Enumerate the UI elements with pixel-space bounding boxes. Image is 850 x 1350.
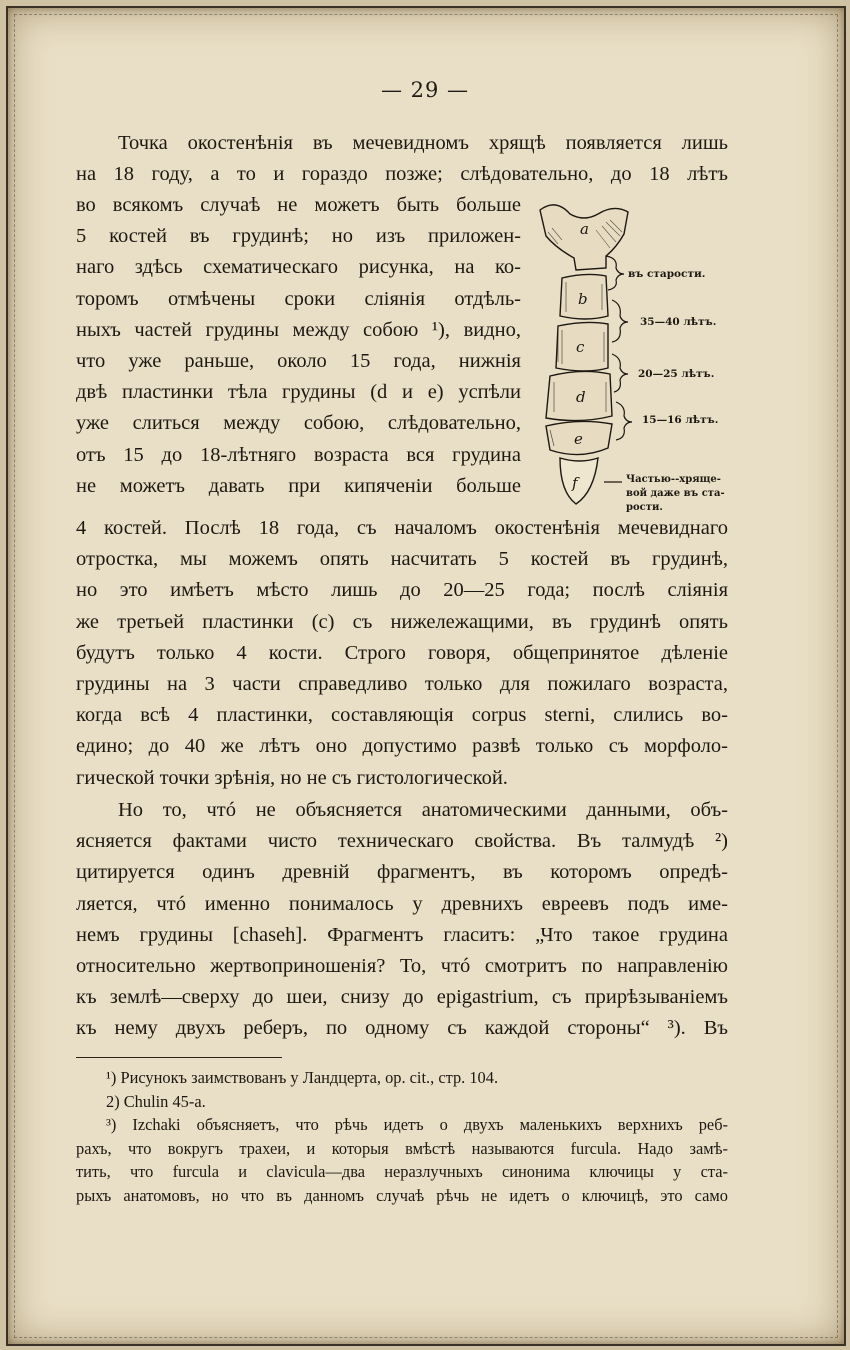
text-line: же третьей пластинки (с) съ нижележащими, въ грудинѣ опять	[76, 610, 728, 633]
figure-letter-b: b	[578, 290, 588, 308]
figure-letter-d: d	[576, 388, 586, 406]
footnote-1: ¹) Рисунокъ заимствованъ у Ландцерта, op. cit., стр. 104.	[106, 1068, 499, 1087]
brace-old-age	[606, 256, 624, 290]
text-line: отъ 15 до 18-лѣтняго возраста вся грудина	[76, 443, 521, 466]
label-partly-3: рости.	[626, 502, 663, 513]
text-line: относительно жертвоприношенія? То, чтó смотритъ по направленію	[76, 955, 728, 978]
text-line: что уже раньше, около 15 года, нижнія	[76, 350, 521, 373]
paragraph-1-wrapped	[76, 190, 521, 502]
footnote-2: 2) Chulin 45-a.	[106, 1091, 206, 1111]
paragraph-1-top	[76, 128, 728, 190]
paragraph-1-continued	[76, 513, 728, 794]
text-line: гической точки зрѣнія, но не съ гистологической.	[76, 766, 508, 789]
text-line: грудины на 3 части справедливо только для пожилаго возраста,	[76, 673, 728, 696]
text-line: на 18 году, а то и гораздо позже; слѣдовательно, до 18 лѣтъ	[76, 163, 728, 186]
text-line: торомъ отмѣчены сроки слiянія отдѣль-	[76, 287, 521, 310]
text-line: немъ грудины [chaseh]. Фрагментъ гласитъ: „Что такое грудина	[76, 923, 728, 946]
figure-letter-a: a	[580, 220, 589, 238]
brace-20-25	[612, 354, 628, 392]
text-line: 4 костей. Послѣ 18 года, съ началомъ окостенѣнія мечевиднаго	[76, 517, 728, 539]
text-line: во всякомъ случаѣ не можетъ быть больше	[76, 194, 521, 216]
text-line: ляется, чтó именно понималось у древнихъ евреевъ подъ име-	[76, 892, 728, 915]
text-line: цитируется одинъ древній фрагментъ, въ которомъ опредѣ-	[76, 861, 728, 884]
sternum-diagram	[536, 192, 746, 522]
brace-15-16	[616, 402, 632, 440]
figure-letter-f: f	[572, 474, 578, 492]
text-line: едино; до 40 же лѣтъ оно допустимо развѣ только съ морфоло-	[76, 735, 728, 758]
text-line: Но то, чтó не объясняется анатомическими данными, объ-	[118, 799, 728, 821]
paragraph-2	[76, 795, 728, 1045]
footnotes	[76, 1066, 728, 1208]
text-line: къ землѣ—сверху до шеи, снизу до epigastrium, съ прирѣзываніемъ	[76, 986, 728, 1009]
brace-35-40	[612, 300, 628, 342]
label-partly-1: Частью--хряще-	[626, 474, 721, 485]
label-20-25: 20—25 лѣтъ.	[638, 368, 715, 380]
label-35-40: 35—40 лѣтъ.	[640, 316, 717, 328]
label-15-16: 15—16 лѣтъ.	[642, 414, 719, 426]
label-partly-2: вой даже въ ста-	[626, 488, 725, 499]
label-old-age: въ старости.	[628, 268, 706, 280]
text-line: наго здѣсь схематическаго рисунка, на ко-	[76, 256, 521, 279]
footnote-3-line: рыхъ анатомовъ, но что въ данномъ случаѣ рѣчь не идетъ о ключицѣ, это само	[76, 1185, 728, 1205]
page-number: — 29 —	[380, 78, 470, 102]
text-line: ясняется фактами чисто техническаго свойства. Въ талмудѣ ²)	[76, 830, 728, 853]
figure-letter-e: e	[574, 430, 583, 448]
text-line: 5 костей въ грудинѣ; но изъ приложен-	[76, 225, 521, 248]
text-line: отростка, мы можемъ опять насчитать 5 костей въ грудинѣ,	[76, 548, 728, 571]
footnote-3-line: ³) Izchaki объясняетъ, что рѣчь идетъ о двухъ маленькихъ верхнихъ реб-	[106, 1115, 728, 1135]
text-line: будутъ только 4 кости. Строго говоря, общепринятое дѣленіе	[76, 641, 728, 664]
text-line: къ нему двухъ реберъ, по одному съ каждой стороны“ ³). Въ	[76, 1017, 728, 1040]
footnote-divider	[76, 1057, 282, 1058]
text-line: уже слиться между собою, слѣдовательно,	[76, 412, 521, 435]
text-line: но это имѣетъ мѣсто лишь до 20—25 года; послѣ слiянія	[76, 579, 728, 602]
text-line: Точка окостенѣнія въ мечевидномъ хрящѣ появляется лишь	[118, 132, 728, 154]
text-line: двѣ пластинки тѣла грудины (d и е) успѣли	[76, 381, 521, 404]
text-line: ныхъ частей грудины между собою ¹), видно,	[76, 318, 521, 341]
text-line: не можетъ давать при кипяченіи больше	[76, 474, 521, 497]
sternum-figure	[536, 192, 746, 522]
figure-letter-c: c	[576, 338, 585, 356]
footnote-3-line: рахъ, что вокругъ трахеи, и которыя вмѣстѣ называются furcula. Надо замѣ-	[76, 1138, 728, 1158]
sternum-segment-f	[560, 458, 598, 504]
footnote-3-line: тить, что furcula и clavicula—два неразлучныхъ синонима ключицы у ста-	[76, 1162, 728, 1182]
text-line: когда всѣ 4 пластинки, составляющія corpus sterni, слились во-	[76, 704, 728, 727]
